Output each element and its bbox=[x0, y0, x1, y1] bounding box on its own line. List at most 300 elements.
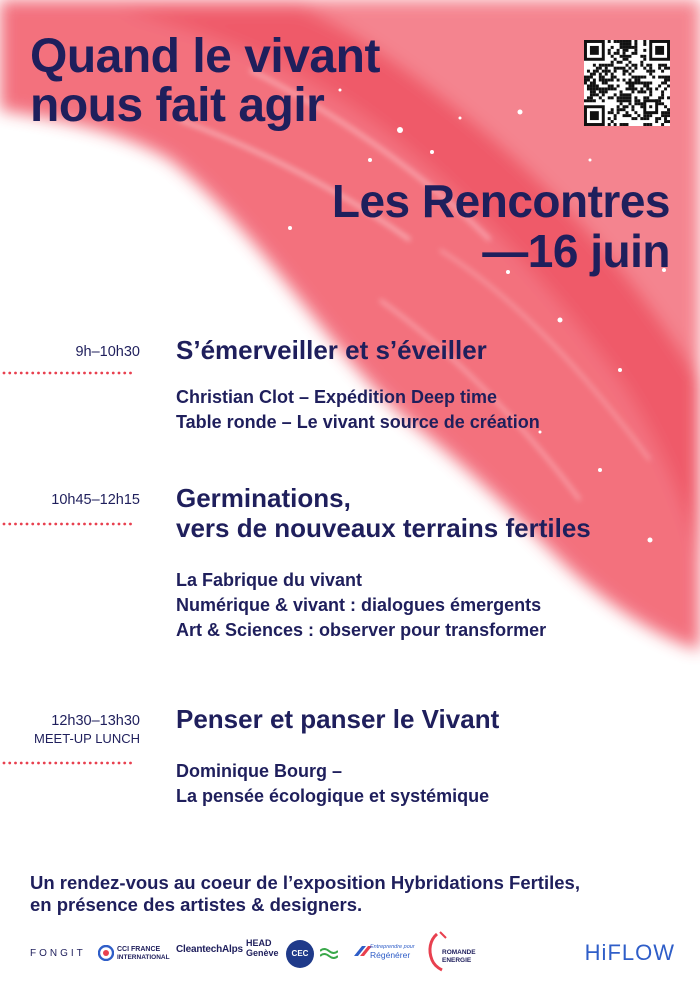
qr-module bbox=[634, 87, 637, 90]
qr-module bbox=[620, 46, 623, 49]
qr-module bbox=[602, 90, 605, 93]
session-1-title-line-1: S’émerveiller et s’éveiller bbox=[176, 335, 487, 365]
divider-dot bbox=[8, 762, 11, 765]
qr-module bbox=[617, 84, 620, 87]
divider-dot bbox=[112, 523, 115, 526]
qr-module bbox=[623, 40, 626, 43]
qr-module bbox=[649, 93, 652, 96]
session-2-time bbox=[0, 491, 140, 509]
qr-module bbox=[643, 123, 646, 126]
qr-module bbox=[596, 70, 599, 73]
qr-module bbox=[658, 67, 661, 70]
qr-module bbox=[661, 90, 664, 93]
regenerer-text-2: Régénérer bbox=[370, 950, 411, 960]
qr-module bbox=[587, 84, 590, 87]
session-1-title bbox=[176, 335, 487, 365]
qr-module bbox=[664, 117, 667, 120]
divider-dot bbox=[3, 762, 6, 765]
qr-module bbox=[623, 123, 626, 126]
qr-module bbox=[617, 67, 620, 70]
session-3-time bbox=[0, 712, 140, 748]
divider-dot bbox=[95, 762, 98, 765]
qr-module bbox=[628, 102, 631, 105]
qr-module bbox=[634, 111, 637, 114]
divider-dot bbox=[106, 762, 109, 765]
qr-module bbox=[587, 70, 590, 73]
qr-module bbox=[599, 87, 602, 90]
divider-dot bbox=[8, 523, 11, 526]
qr-module bbox=[646, 70, 649, 73]
qr-module bbox=[661, 93, 664, 96]
qr-module bbox=[634, 96, 637, 99]
session-3-dotted-divider bbox=[2, 761, 134, 765]
divider-dot bbox=[77, 372, 80, 375]
qr-module bbox=[620, 90, 623, 93]
qr-module bbox=[655, 117, 658, 120]
qr-module bbox=[634, 117, 637, 120]
cci-france-international-logo[interactable] bbox=[98, 943, 170, 965]
qr-module bbox=[590, 93, 593, 96]
qr-module bbox=[596, 67, 599, 70]
geneve-text: Genève bbox=[246, 948, 279, 958]
qr-module bbox=[643, 117, 646, 120]
qr-module bbox=[611, 96, 614, 99]
qr-module bbox=[593, 82, 596, 85]
qr-finder-core bbox=[655, 46, 664, 55]
qr-module bbox=[628, 87, 631, 90]
qr-module bbox=[611, 87, 614, 90]
qr-module bbox=[661, 82, 664, 85]
session-3-title bbox=[176, 704, 499, 734]
qr-module bbox=[643, 55, 646, 58]
qr-module bbox=[590, 73, 593, 76]
qr-module bbox=[596, 84, 599, 87]
divider-dot bbox=[83, 372, 86, 375]
divider-dot bbox=[123, 523, 126, 526]
divider-dot bbox=[14, 523, 17, 526]
qr-module bbox=[608, 70, 611, 73]
qr-module bbox=[623, 99, 626, 102]
qr-module bbox=[590, 96, 593, 99]
qr-module bbox=[664, 114, 667, 117]
qr-module bbox=[649, 90, 652, 93]
qr-module bbox=[643, 40, 646, 43]
qr-module bbox=[631, 82, 634, 85]
divider-dot bbox=[37, 523, 40, 526]
qr-module bbox=[626, 111, 629, 114]
qr-module bbox=[611, 64, 614, 67]
qr-module bbox=[643, 114, 646, 117]
qr-module bbox=[631, 76, 634, 79]
partner-logos bbox=[30, 930, 675, 974]
event-subtitle-line-2: —16 juin bbox=[482, 225, 670, 277]
divider-dot bbox=[43, 762, 46, 765]
footer-note bbox=[30, 872, 580, 916]
session-3-note: MEET-UP LUNCH bbox=[34, 731, 140, 746]
qr-module bbox=[643, 76, 646, 79]
qr-module bbox=[593, 99, 596, 102]
qr-module bbox=[631, 117, 634, 120]
qr-module bbox=[584, 82, 587, 85]
qr-module bbox=[634, 46, 637, 49]
qr-module bbox=[623, 58, 626, 61]
qr-module bbox=[631, 52, 634, 55]
session-3-time-label: 12h30–13h30 bbox=[51, 713, 140, 729]
qr-module bbox=[617, 40, 620, 43]
qr-module bbox=[620, 40, 623, 43]
qr-module bbox=[667, 79, 670, 82]
qr-module bbox=[626, 70, 629, 73]
qr-module bbox=[658, 84, 661, 87]
qr-module bbox=[605, 64, 608, 67]
qr-module bbox=[664, 87, 667, 90]
qr-module bbox=[608, 96, 611, 99]
qr-module bbox=[637, 90, 640, 93]
qr-module bbox=[634, 49, 637, 52]
qr-module bbox=[626, 49, 629, 52]
qr-module bbox=[628, 46, 631, 49]
qr-module bbox=[590, 99, 593, 102]
qr-module bbox=[593, 79, 596, 82]
qr-module bbox=[605, 67, 608, 70]
qr-module bbox=[634, 43, 637, 46]
session-2-talk-1: La Fabrique du vivant bbox=[176, 570, 363, 590]
qr-module bbox=[590, 76, 593, 79]
qr-module bbox=[614, 117, 617, 120]
qr-module bbox=[649, 67, 652, 70]
qr-module bbox=[631, 64, 634, 67]
hiflow-logo[interactable] bbox=[585, 940, 675, 966]
divider-dot bbox=[72, 372, 75, 375]
divider-dot bbox=[106, 523, 109, 526]
qr-module bbox=[590, 84, 593, 87]
qr-module bbox=[611, 120, 614, 123]
divider-dot bbox=[66, 762, 69, 765]
qr-module bbox=[658, 102, 661, 105]
qr-module bbox=[614, 114, 617, 117]
qr-module bbox=[661, 96, 664, 99]
qr-module bbox=[667, 76, 670, 79]
qr-module bbox=[599, 96, 602, 99]
green-partner-logo[interactable] bbox=[320, 946, 338, 958]
divider-dot bbox=[100, 523, 103, 526]
qr-module bbox=[614, 40, 617, 43]
cec-text: CEC bbox=[291, 949, 309, 958]
qr-module bbox=[628, 40, 631, 43]
divider-dot bbox=[49, 523, 52, 526]
divider-dot bbox=[14, 372, 17, 375]
divider-dot bbox=[54, 523, 57, 526]
qr-module bbox=[593, 73, 596, 76]
cec-logo[interactable] bbox=[286, 940, 314, 968]
qr-module bbox=[599, 73, 602, 76]
session-2-title-line-2: vers de nouveaux terrains fertiles bbox=[176, 513, 591, 543]
qr-module bbox=[608, 111, 611, 114]
qr-module bbox=[623, 105, 626, 108]
qr-module bbox=[628, 82, 631, 85]
qr-module bbox=[617, 49, 620, 52]
session-2-talk-2: Numérique & vivant : dialogues émergents bbox=[176, 595, 542, 615]
qr-module bbox=[628, 93, 631, 96]
divider-dot bbox=[123, 762, 126, 765]
qr-module bbox=[655, 87, 658, 90]
qr-module bbox=[658, 96, 661, 99]
qr-module bbox=[620, 99, 623, 102]
divider-dot bbox=[95, 372, 98, 375]
qr-module bbox=[640, 105, 643, 108]
qr-code[interactable] bbox=[584, 40, 670, 126]
qr-module bbox=[640, 117, 643, 120]
qr-module bbox=[643, 90, 646, 93]
qr-module bbox=[617, 61, 620, 64]
divider-dot bbox=[20, 523, 23, 526]
cci-text-1: CCI FRANCE bbox=[117, 946, 161, 953]
session-3-talks bbox=[176, 759, 489, 809]
qr-module bbox=[620, 102, 623, 105]
qr-module bbox=[628, 67, 631, 70]
qr-module bbox=[664, 120, 667, 123]
qr-module bbox=[637, 102, 640, 105]
qr-module bbox=[605, 82, 608, 85]
qr-module bbox=[626, 93, 629, 96]
qr-module bbox=[599, 64, 602, 67]
qr-module bbox=[646, 96, 649, 99]
cleantech-alps-logo[interactable] bbox=[176, 944, 243, 955]
romande-energie-logo[interactable] bbox=[426, 930, 480, 974]
qr-module bbox=[643, 84, 646, 87]
qr-module bbox=[620, 61, 623, 64]
qr-module bbox=[664, 79, 667, 82]
divider-dot bbox=[37, 372, 40, 375]
qr-module bbox=[646, 114, 649, 117]
session-3-title-line-1: Penser et panser le Vivant bbox=[176, 704, 500, 734]
qr-module bbox=[637, 114, 640, 117]
qr-module bbox=[661, 102, 664, 105]
qr-module bbox=[590, 87, 593, 90]
qr-module bbox=[623, 70, 626, 73]
qr-module bbox=[658, 99, 661, 102]
energie-text: ENERGIE bbox=[442, 957, 472, 964]
qr-module bbox=[631, 46, 634, 49]
qr-module bbox=[649, 73, 652, 76]
qr-module bbox=[626, 114, 629, 117]
qr-module bbox=[628, 96, 631, 99]
qr-module bbox=[593, 90, 596, 93]
qr-module bbox=[608, 87, 611, 90]
qr-module bbox=[605, 73, 608, 76]
qr-module bbox=[667, 67, 670, 70]
fongit-logo[interactable] bbox=[30, 948, 86, 959]
qr-module bbox=[640, 87, 643, 90]
qr-module bbox=[596, 93, 599, 96]
qr-module bbox=[623, 114, 626, 117]
divider-dot bbox=[20, 372, 23, 375]
qr-module bbox=[602, 79, 605, 82]
qr-module bbox=[611, 61, 614, 64]
qr-module bbox=[599, 76, 602, 79]
poster-title-line-1: Quand le vivant bbox=[30, 30, 380, 83]
divider-dot bbox=[118, 372, 121, 375]
divider-dot bbox=[118, 523, 121, 526]
qr-module bbox=[605, 79, 608, 82]
qr-module bbox=[626, 46, 629, 49]
qr-module bbox=[608, 84, 611, 87]
qr-module bbox=[602, 87, 605, 90]
divider-dot bbox=[72, 523, 75, 526]
divider-dot bbox=[129, 523, 132, 526]
qr-module bbox=[611, 46, 614, 49]
head-geneve-logo[interactable] bbox=[246, 938, 279, 958]
qr-module bbox=[667, 84, 670, 87]
divider-dot bbox=[129, 762, 132, 765]
cleantech-alps-text: CleantechAlps bbox=[176, 944, 243, 955]
qr-module bbox=[611, 108, 614, 111]
qr-module bbox=[649, 123, 652, 126]
divider-dot bbox=[43, 372, 46, 375]
qr-module bbox=[593, 87, 596, 90]
qr-module bbox=[658, 64, 661, 67]
qr-module bbox=[620, 55, 623, 58]
session-3-talk-1: Dominique Bourg – bbox=[176, 761, 342, 781]
qr-module bbox=[617, 111, 620, 114]
qr-module bbox=[602, 99, 605, 102]
poster-title-line-2: nous fait agir bbox=[30, 79, 325, 132]
qr-module bbox=[640, 61, 643, 64]
qr-module bbox=[593, 93, 596, 96]
qr-module bbox=[646, 82, 649, 85]
qr-module bbox=[667, 120, 670, 123]
qr-module bbox=[643, 82, 646, 85]
qr-module bbox=[608, 79, 611, 82]
qr-module bbox=[593, 64, 596, 67]
qr-module bbox=[631, 84, 634, 87]
qr-module bbox=[587, 99, 590, 102]
qr-module bbox=[623, 73, 626, 76]
qr-module bbox=[623, 55, 626, 58]
qr-module bbox=[626, 105, 629, 108]
qr-module bbox=[614, 93, 617, 96]
qr-module bbox=[611, 76, 614, 79]
qr-module bbox=[640, 90, 643, 93]
regenerer-logo[interactable] bbox=[370, 944, 415, 960]
qr-module bbox=[584, 76, 587, 79]
qr-module bbox=[602, 93, 605, 96]
qr-module bbox=[626, 99, 629, 102]
divider-dot bbox=[83, 523, 86, 526]
qr-module bbox=[649, 87, 652, 90]
divider-dot bbox=[26, 762, 29, 765]
qr-module bbox=[634, 64, 637, 67]
qr-module bbox=[652, 70, 655, 73]
qr-module bbox=[611, 73, 614, 76]
divider-dot bbox=[60, 762, 63, 765]
qr-module bbox=[658, 76, 661, 79]
divider-dot bbox=[72, 762, 75, 765]
romande-text: ROMANDE bbox=[442, 949, 476, 956]
poster-title bbox=[30, 32, 380, 130]
divider-dot bbox=[95, 523, 98, 526]
qr-module bbox=[599, 67, 602, 70]
qr-module bbox=[664, 67, 667, 70]
divider-dot bbox=[26, 372, 29, 375]
qr-module bbox=[617, 105, 620, 108]
divider-dot bbox=[77, 762, 80, 765]
hiflow-text: HiFLOW bbox=[584, 940, 675, 965]
divider-dot bbox=[3, 372, 6, 375]
qr-module bbox=[617, 108, 620, 111]
qr-module bbox=[626, 58, 629, 61]
qr-module bbox=[587, 96, 590, 99]
qr-module bbox=[614, 87, 617, 90]
qr-module bbox=[628, 84, 631, 87]
qr-module bbox=[634, 102, 637, 105]
qr-module bbox=[631, 70, 634, 73]
qr-module bbox=[590, 82, 593, 85]
qr-module bbox=[640, 76, 643, 79]
qr-module bbox=[661, 123, 664, 126]
divider-dot bbox=[37, 762, 40, 765]
qr-module bbox=[620, 96, 623, 99]
cci-text-2: INTERNATIONAL bbox=[117, 954, 170, 961]
qr-module bbox=[640, 64, 643, 67]
qr-module bbox=[661, 111, 664, 114]
session-1-dotted-divider bbox=[2, 371, 134, 375]
qr-module bbox=[643, 49, 646, 52]
divider-dot bbox=[83, 762, 86, 765]
divider-dot bbox=[66, 523, 69, 526]
qr-module bbox=[626, 55, 629, 58]
divider-dot bbox=[31, 762, 34, 765]
qr-module bbox=[634, 99, 637, 102]
qr-module bbox=[614, 52, 617, 55]
qr-module bbox=[608, 40, 611, 43]
divider-dot bbox=[26, 523, 29, 526]
qr-module bbox=[587, 79, 590, 82]
qr-module bbox=[643, 67, 646, 70]
regenerer-text-1: Entreprendre pour bbox=[370, 944, 415, 950]
qr-module bbox=[620, 93, 623, 96]
qr-module bbox=[664, 105, 667, 108]
qr-module bbox=[634, 52, 637, 55]
divider-dot bbox=[20, 762, 23, 765]
session-2-time-label: 10h45–12h15 bbox=[51, 492, 140, 508]
qr-module bbox=[614, 70, 617, 73]
divider-dot bbox=[49, 762, 52, 765]
footer-note-line-2: en présence des artistes & designers. bbox=[30, 894, 363, 915]
divider-dot bbox=[31, 523, 34, 526]
divider-dot bbox=[112, 372, 115, 375]
qr-module bbox=[637, 76, 640, 79]
qr-module bbox=[643, 43, 646, 46]
session-2-talks bbox=[176, 568, 546, 643]
session-1-talk-1: Christian Clot – Expédition Deep time bbox=[176, 387, 498, 407]
qr-module bbox=[649, 82, 652, 85]
qr-module bbox=[646, 117, 649, 120]
qr-module bbox=[623, 43, 626, 46]
qr-module bbox=[667, 108, 670, 111]
qr-module bbox=[587, 87, 590, 90]
qr-module bbox=[640, 55, 643, 58]
qr-module bbox=[614, 67, 617, 70]
qr-module bbox=[637, 99, 640, 102]
session-1-time bbox=[0, 343, 140, 361]
qr-module bbox=[611, 84, 614, 87]
session-2-dotted-divider bbox=[2, 522, 134, 526]
qr-module bbox=[608, 64, 611, 67]
session-1-time-label: 9h–10h30 bbox=[75, 344, 140, 360]
qr-module bbox=[611, 111, 614, 114]
session-2-talk-3: Art & Sciences : observer pour transformer bbox=[176, 620, 547, 640]
